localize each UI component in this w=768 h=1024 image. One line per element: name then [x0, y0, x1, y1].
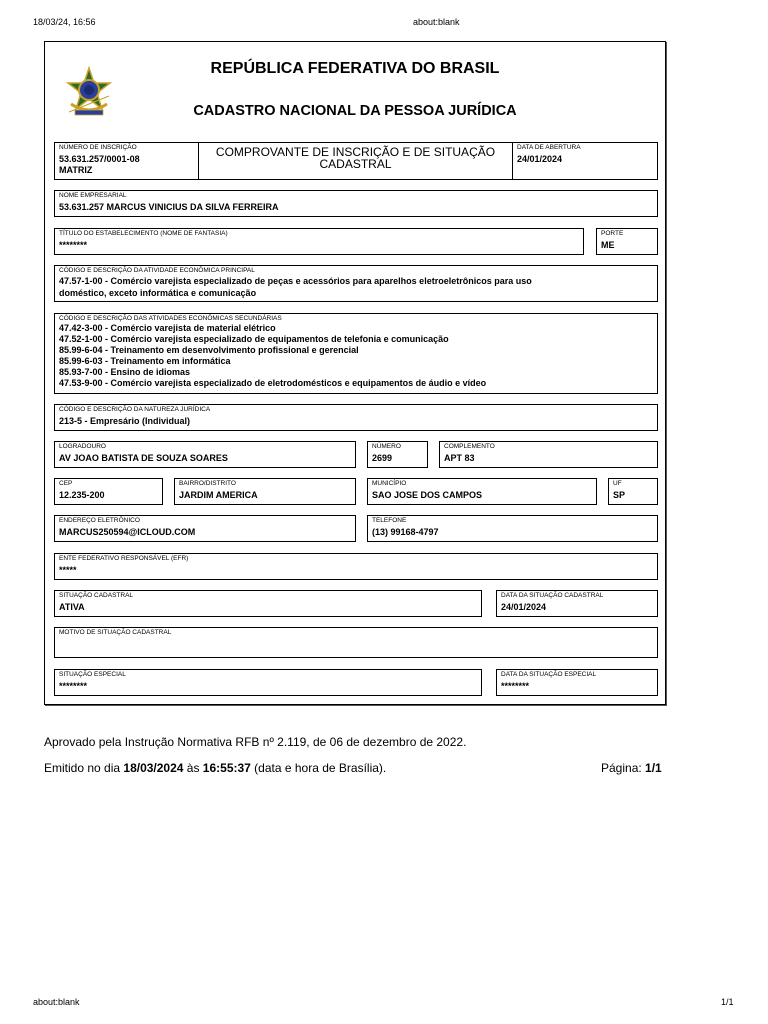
abertura-box — [512, 142, 658, 180]
complemento-value: APT 83 — [444, 453, 475, 463]
efr-label: ENTE FEDERATIVO RESPONSÁVEL (EFR) — [59, 555, 189, 562]
inscricao-value: 53.631.257/0001-08 — [59, 154, 140, 164]
natureza-juridica-label: CÓDIGO E DESCRIÇÃO DA NATUREZA JURÍDICA — [59, 406, 211, 413]
atividade-secundaria-item: 85.99-6-04 - Treinamento em desenvolvimento profissional e gerencial — [59, 345, 359, 355]
efr-value: ***** — [59, 565, 77, 575]
atividade-secundaria-item: 85.93-7-00 - Ensino de idiomas — [59, 367, 191, 377]
numero-label: NÚMERO — [372, 443, 401, 450]
atividade-principal-label: CÓDIGO E DESCRIÇÃO DA ATIVIDADE ECONÔMICA PRINCIPAL — [59, 267, 255, 274]
porte-value: ME — [601, 240, 615, 250]
uf-label: UF — [613, 480, 622, 487]
uf-box — [608, 478, 658, 505]
atividade-secundaria-item: 47.53-9-00 - Comércio varejista especializado de eletrodomésticos e equipamentos de áudio e vídeo — [59, 378, 487, 388]
atividade-principal-line2: doméstico, exceto informática e comunicação — [59, 288, 257, 298]
email-value: MARCUS250594@ICLOUD.COM — [59, 527, 196, 537]
emitido-suffix: (data e hora de Brasília). — [250, 761, 387, 775]
email-label: ENDEREÇO ELETRÔNICO — [59, 517, 140, 524]
comprovante-title-line1: COMPROVANTE DE INSCRIÇÃO E DE SITUAÇÃO — [215, 145, 496, 159]
motivo-box — [54, 627, 658, 658]
complemento-label: COMPLEMENTO — [444, 443, 495, 450]
natureza-juridica-value: 213-5 - Empresário (Individual) — [59, 416, 191, 426]
data-especial-box — [496, 669, 658, 696]
efr-box — [54, 553, 658, 580]
emitido-prefix: Emitido no dia — [44, 761, 124, 775]
cep-box — [54, 478, 163, 505]
numero-value: 2699 — [372, 453, 393, 463]
pagina-text — [601, 761, 662, 775]
municipio-value: SAO JOSE DOS CAMPOS — [372, 490, 483, 500]
telefone-value: (13) 99168-4797 — [372, 527, 439, 537]
numero-box — [367, 441, 428, 468]
fantasia-label: TÍTULO DO ESTABELECIMENTO (NOME DE FANTASIA) — [59, 230, 228, 237]
situacao-value: ATIVA — [59, 602, 85, 612]
situacao-especial-box — [54, 669, 482, 696]
natureza-juridica-box — [54, 404, 658, 431]
complemento-box — [439, 441, 658, 468]
telefone-label: TELEFONE — [372, 517, 407, 524]
situacao-especial-label: SITUAÇÃO ESPECIAL — [59, 671, 126, 678]
print-footer-url: about:blank — [33, 997, 80, 1007]
data-especial-label: DATA DA SITUAÇÃO ESPECIAL — [501, 671, 597, 678]
cep-label: CEP — [59, 480, 73, 487]
fantasia-value: ******** — [59, 240, 88, 250]
fantasia-box — [54, 228, 584, 255]
motivo-label: MOTIVO DE SITUAÇÃO CADASTRAL — [59, 629, 172, 636]
nome-empresarial-label: NOME EMPRESARIAL — [59, 192, 127, 199]
bairro-value: JARDIM AMERICA — [179, 490, 258, 500]
email-box — [54, 515, 356, 542]
document-title: REPÚBLICA FEDERATIVA DO BRASIL — [210, 60, 500, 77]
print-datetime: 18/03/24, 16:56 — [33, 17, 96, 27]
situacao-box — [54, 590, 482, 617]
logradouro-box — [54, 441, 356, 468]
atividades-secundarias-label: CÓDIGO E DESCRIÇÃO DAS ATIVIDADES ECONÔMICAS SECUNDÁRIAS — [59, 315, 282, 322]
atividade-secundaria-item: 47.52-1-00 - Comércio varejista especializado de equipamentos de telefonia e comunicação — [59, 334, 449, 344]
emitido-text — [44, 761, 386, 775]
comprovante-title-line2: CADASTRAL — [319, 157, 392, 171]
pagina-value: 1/1 — [645, 761, 662, 775]
matriz-value: MATRIZ — [59, 165, 93, 175]
telefone-box — [367, 515, 658, 542]
emitido-mid: às — [183, 761, 203, 775]
data-situacao-value: 24/01/2024 — [501, 602, 547, 612]
atividades-secundarias-list — [59, 323, 486, 389]
pagina-label: Página: — [601, 761, 646, 775]
document-subtitle: CADASTRO NACIONAL DA PESSOA JURÍDICA — [193, 103, 517, 119]
data-especial-value: ******** — [501, 681, 530, 691]
atividade-secundaria-item: 85.99-6-03 - Treinamento em informática — [59, 356, 231, 366]
bairro-box — [174, 478, 356, 505]
nome-empresarial-value: 53.631.257 MARCUS VINICIUS DA SILVA FERREIRA — [59, 202, 279, 212]
uf-value: SP — [613, 490, 626, 500]
abertura-label: DATA DE ABERTURA — [517, 144, 581, 151]
municipio-box — [367, 478, 597, 505]
emitido-date: 18/03/2024 — [123, 761, 184, 775]
data-situacao-box — [496, 590, 658, 617]
porte-label: PORTE — [601, 230, 624, 237]
municipio-label: MUNICÍPIO — [372, 480, 407, 487]
comprovante-box — [198, 142, 513, 180]
cep-value: 12.235-200 — [59, 490, 105, 500]
atividades-secundarias-box — [54, 313, 658, 394]
situacao-especial-value: ******** — [59, 681, 88, 691]
abertura-value: 24/01/2024 — [517, 154, 563, 164]
aprovado-text: Aprovado pela Instrução Normativa RFB nº 2.119, de 06 de dezembro de 2022. — [44, 735, 467, 749]
nome-empresarial-box — [54, 190, 658, 217]
bairro-label: BAIRRO/DISTRITO — [179, 480, 236, 487]
document-frame — [44, 41, 666, 705]
data-situacao-label: DATA DA SITUAÇÃO CADASTRAL — [501, 592, 604, 599]
atividade-principal-line1: 47.57-1-00 - Comércio varejista especializado de peças e acessórios para aparelhos eletroeletrônicos para uso — [59, 276, 532, 286]
print-page-count: 1/1 — [721, 997, 734, 1007]
logradouro-value: AV JOAO BATISTA DE SOUZA SOARES — [59, 453, 228, 463]
atividade-secundaria-item: 47.42-3-00 - Comércio varejista de material elétrico — [59, 323, 276, 333]
situacao-label: SITUAÇÃO CADASTRAL — [59, 592, 134, 599]
logradouro-label: LOGRADOURO — [59, 443, 106, 450]
atividade-principal-box — [54, 265, 658, 302]
inscricao-box — [54, 142, 199, 180]
emitido-time: 16:55:37 — [202, 761, 251, 775]
print-page-title: about:blank — [413, 17, 460, 27]
inscricao-label: NÚMERO DE INSCRIÇÃO — [59, 144, 137, 151]
porte-box — [596, 228, 658, 255]
